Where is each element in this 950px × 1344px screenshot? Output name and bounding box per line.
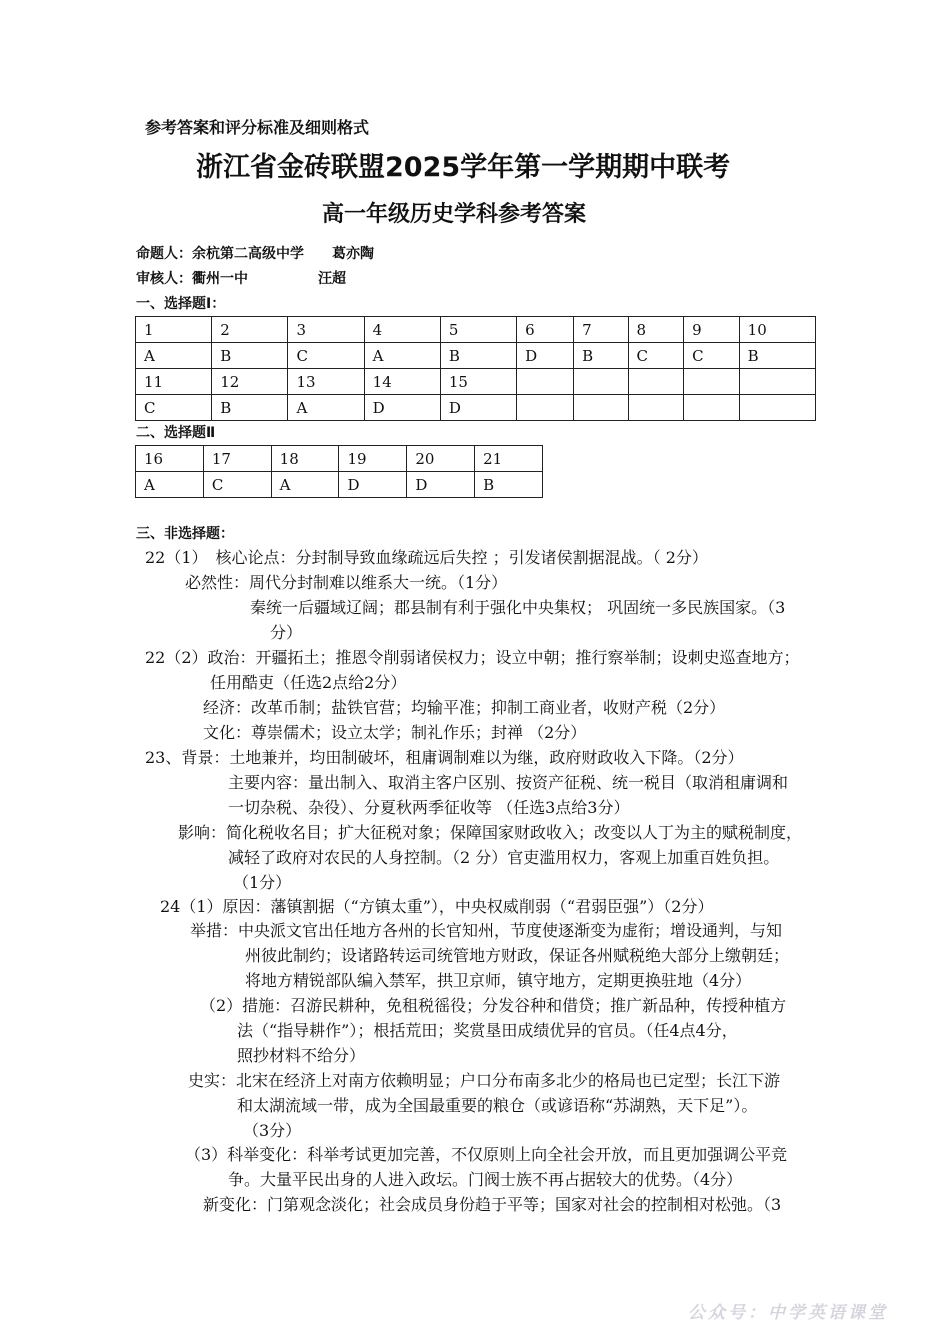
table-cell <box>574 395 628 421</box>
table-cell: A <box>288 395 364 421</box>
answer-line: 将地方精锐部队编入禁军，拱卫京师，镇守地方，定期更换驻地（4分） <box>245 971 752 990</box>
table-cell: C <box>288 343 364 369</box>
answer-line: 主要内容：量出制入、取消主客户区别、按资产征税、统一税目（取消租庸调和 <box>228 773 789 792</box>
table-cell: 20 <box>407 446 475 472</box>
table-cell: C <box>628 343 684 369</box>
table-cell <box>574 369 628 395</box>
table-cell: B <box>440 343 516 369</box>
watermark: 公众号：中学英语课堂 <box>688 1303 888 1323</box>
table-row <box>136 343 816 369</box>
table-cell: 1 <box>136 317 212 343</box>
answer-line: 一切杂税、杂役）、分夏秋两季征收等 （任选3点给3分） <box>228 798 630 817</box>
table-cell: 15 <box>440 369 516 395</box>
table-cell: A <box>136 472 204 498</box>
table-cell: 14 <box>364 369 440 395</box>
answer-line: （1分） <box>233 873 292 892</box>
table-cell: B <box>574 343 628 369</box>
answer-line: 州彼此制约；设诸路转运司统管地方财政，保证各州赋税绝大部分上缴朝廷； <box>245 946 790 965</box>
answer-line: 影响：简化税收名目；扩大征税对象；保障国家财政收入；改变以人丁为主的赋税制度， <box>178 823 803 842</box>
table-cell: 8 <box>628 317 684 343</box>
table-cell: C <box>136 395 212 421</box>
table-cell: 18 <box>271 446 339 472</box>
table-cell: 11 <box>136 369 212 395</box>
table-cell: A <box>136 343 212 369</box>
table-cell: 2 <box>212 317 288 343</box>
table-cell <box>628 395 684 421</box>
table-cell: 12 <box>212 369 288 395</box>
answer-line: 新变化：门第观念淡化；社会成员身份趋于平等；国家对社会的控制相对松弛。（3 <box>203 1195 782 1214</box>
answer-line: 23、背景：土地兼并，均田制破坏，租庸调制难以为继，政府财政收入下降。（2分） <box>145 748 744 767</box>
table-row <box>136 395 816 421</box>
table-row <box>136 369 816 395</box>
answer-table-1 <box>135 316 816 421</box>
answer-line: 22（2）政治：开疆拓土；推恩令削弱诸侯权力；设立中朝；推行察举制；设刺史巡查地方； <box>145 648 800 667</box>
table-cell: D <box>364 395 440 421</box>
page-title: 浙江省金砖联盟2025学年第一学期期中联考 <box>196 152 731 183</box>
table-cell: D <box>407 472 475 498</box>
table-row <box>136 446 543 472</box>
answer-line: 照抄材料不给分） <box>237 1046 366 1065</box>
section1-heading: 一、选择题Ⅰ： <box>136 296 226 312</box>
answer-line: 任用酷吏（任选2点给2分） <box>210 673 407 692</box>
table-cell <box>684 369 740 395</box>
table-cell <box>684 395 740 421</box>
table-cell: 3 <box>288 317 364 343</box>
table-cell <box>628 369 684 395</box>
page-subtitle: 高一年级历史学科参考答案 <box>322 202 587 227</box>
table-cell: 16 <box>136 446 204 472</box>
answer-line: 经济：改革币制；盐铁官营；均输平准；抑制工商业者，收财产税（2分） <box>203 698 726 717</box>
table-cell: B <box>212 343 288 369</box>
table-cell: B <box>739 343 815 369</box>
author-line: 命题人：余杭第二高级中学 葛亦陶 <box>136 246 374 262</box>
table-cell: 4 <box>364 317 440 343</box>
table-cell: 10 <box>739 317 815 343</box>
answer-line: 分） <box>270 623 303 642</box>
answer-line: （2）措施：召游民耕种，免租税徭役；分发谷种和借贷；推广新品种，传授种植方 <box>200 996 787 1015</box>
answer-line: （3）科举变化：科举考试更加完善，不仅原则上向全社会开放，而且更加强调公平竞 <box>185 1145 788 1164</box>
table-cell: B <box>212 395 288 421</box>
table-cell <box>517 369 574 395</box>
table-cell: 21 <box>475 446 543 472</box>
answer-line: 必然性：周代分封制难以维系大一统。（1分） <box>185 573 508 592</box>
table-cell: 17 <box>203 446 271 472</box>
table-cell: 19 <box>339 446 407 472</box>
answer-line: 法（“指导耕作”）；根括荒田；奖赏垦田成绩优异的官员。（任4点4分， <box>237 1021 738 1040</box>
table-cell: C <box>203 472 271 498</box>
answer-line: 文化：尊崇儒术；设立太学；制礼作乐；封禅 （2分） <box>203 723 587 742</box>
table-cell: 7 <box>574 317 628 343</box>
section2-heading: 二、选择题Ⅱ <box>136 425 216 441</box>
table-cell: 5 <box>440 317 516 343</box>
table-cell: D <box>440 395 516 421</box>
table-cell: A <box>271 472 339 498</box>
answer-table-2 <box>135 445 543 498</box>
answer-line: 史实：北宋在经济上对南方依赖明显；户口分布南多北少的格局也已定型；长江下游 <box>188 1071 781 1090</box>
table-cell: 9 <box>684 317 740 343</box>
answer-line: 22（1） 核心论点：分封制导致血缘疏远后失控 ；引发诸侯割据混战。（ 2分） <box>145 548 708 567</box>
table-cell: 13 <box>288 369 364 395</box>
reviewer-line: 审核人：衢州一中 汪超 <box>136 271 346 287</box>
table-cell: 6 <box>517 317 574 343</box>
format-note: 参考答案和评分标准及细则格式 <box>145 118 370 137</box>
answer-line: 举措：中央派文官出任地方各州的长官知州，节度使逐渐变为虚衔；增设通判，与知 <box>190 921 783 940</box>
table-cell: A <box>364 343 440 369</box>
answer-line: 和太湖流域一带，成为全国最重要的粮仓（或谚语称“苏湖熟，天下足”）。 <box>237 1096 758 1115</box>
table-row <box>136 472 543 498</box>
table-cell: D <box>517 343 574 369</box>
answer-line: 争。大量平民出身的人进入政坛。门阀士族不再占据较大的优势。（4分） <box>228 1170 743 1189</box>
table-cell <box>517 395 574 421</box>
table-cell <box>739 395 815 421</box>
answer-line: 减轻了政府对农民的人身控制。（2 分）官吏滥用权力，客观上加重百姓负担。 <box>228 848 780 867</box>
answer-line: 秦统一后疆域辽阔；郡县制有利于强化中央集权； 巩固统一多民族国家。（3 <box>250 598 786 617</box>
table-cell: B <box>475 472 543 498</box>
table-cell: C <box>684 343 740 369</box>
table-cell: D <box>339 472 407 498</box>
table-cell <box>739 369 815 395</box>
answer-line: 24（1）原因：藩镇割据（“方镇太重”），中央权威削弱（“君弱臣强”）（2分） <box>160 897 714 916</box>
answer-line: （3分） <box>243 1121 302 1140</box>
table-row <box>136 317 816 343</box>
section3-heading: 三、非选择题： <box>136 526 234 542</box>
